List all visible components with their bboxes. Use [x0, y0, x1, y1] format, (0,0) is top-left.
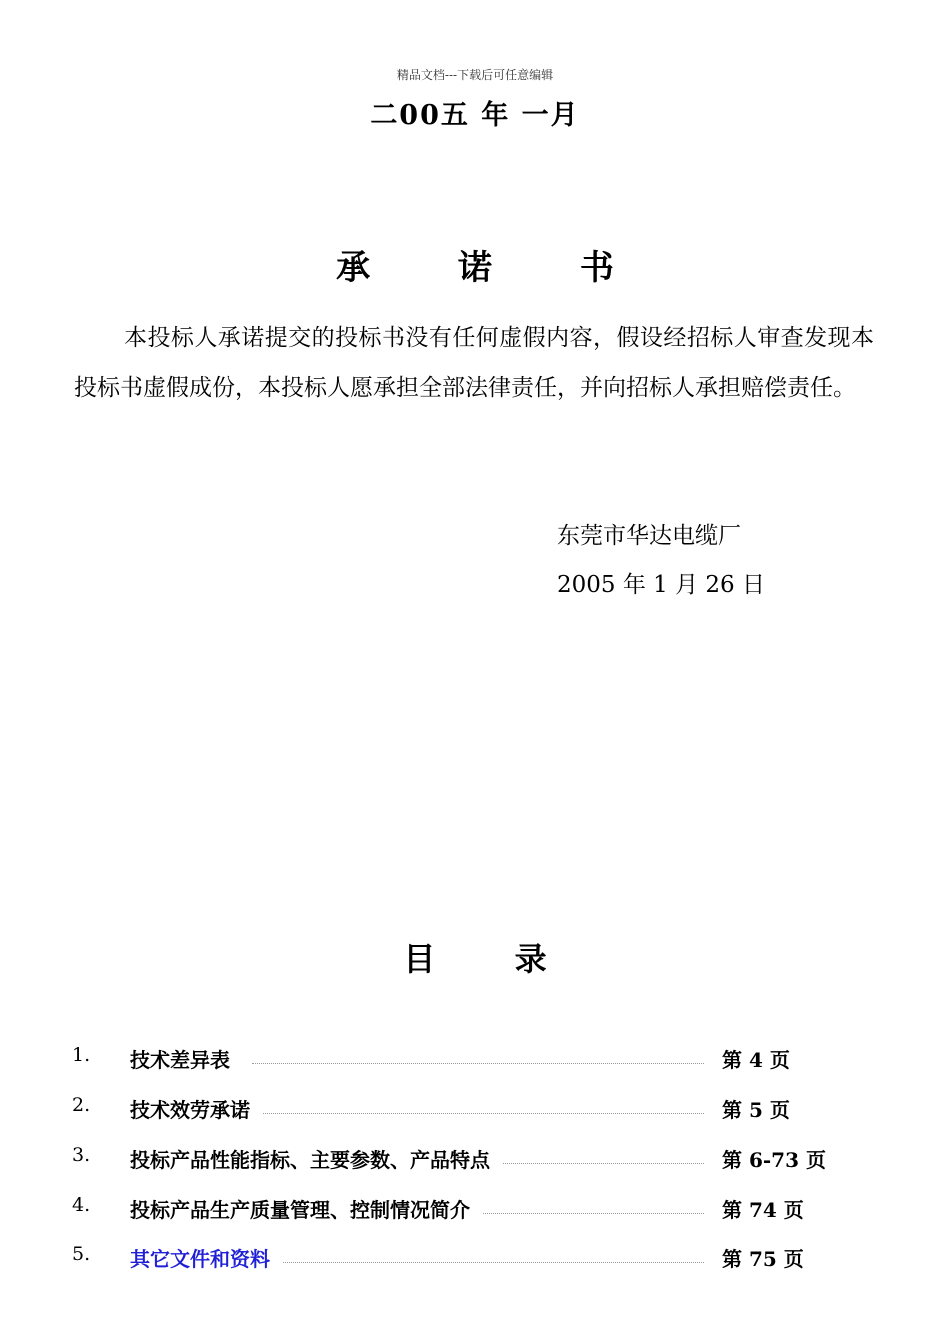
toc-item-page: 第 75 页: [722, 1243, 804, 1272]
watermark-text: 精品文档---下载后可任意编辑: [396, 68, 554, 82]
toc-item-page: 第 74 页: [722, 1194, 804, 1223]
toc-item-number: 3.: [72, 1144, 91, 1166]
toc-item-page: 第 4 页: [722, 1044, 790, 1073]
toc-item-number: 1.: [72, 1044, 91, 1066]
toc-item-page: 第 5 页: [722, 1094, 790, 1123]
toc-leader-dots: [252, 1063, 704, 1064]
toc-item-number: 4.: [72, 1194, 91, 1216]
toc-item-label: 投标产品生产质量管理、控制情况简介: [130, 1194, 482, 1223]
toc-item-number: 2.: [72, 1094, 91, 1116]
toc-item-number: 5.: [72, 1243, 91, 1265]
toc-item: [72, 1194, 832, 1224]
toc-item: [72, 1094, 832, 1124]
signature-date: 2005 年 1 月 26 日: [557, 572, 765, 598]
toc-item-page: 第 6-73 页: [722, 1144, 826, 1173]
pledge-body-paragraph: 本投标人承诺提交的投标书没有任何虚假内容，假设经招标人审查发现本投标书虚假成份，本投标人愿承担全部法律责任，并向招标人承担赔偿责任。: [74, 325, 874, 401]
toc-item: [72, 1144, 832, 1174]
toc-item-label: 技术差异表: [130, 1044, 242, 1073]
toc-item-label-highlighted: 其它文件和资料: [130, 1243, 282, 1272]
toc-item: [72, 1243, 832, 1273]
date-heading: 二00五 年 一月: [370, 100, 580, 131]
company-name: 东莞市华达电缆厂: [557, 523, 741, 549]
pledge-title: 承 诺 书: [336, 248, 652, 288]
toc-item: [72, 1044, 832, 1074]
toc-leader-dots: [252, 1262, 704, 1263]
toc-leader-dots: [252, 1113, 704, 1114]
toc-title: 目 录: [403, 940, 581, 978]
toc-item-label: 投标产品性能指标、主要参数、产品特点: [130, 1144, 502, 1173]
toc-item-label: 技术效劳承诺: [130, 1094, 262, 1123]
